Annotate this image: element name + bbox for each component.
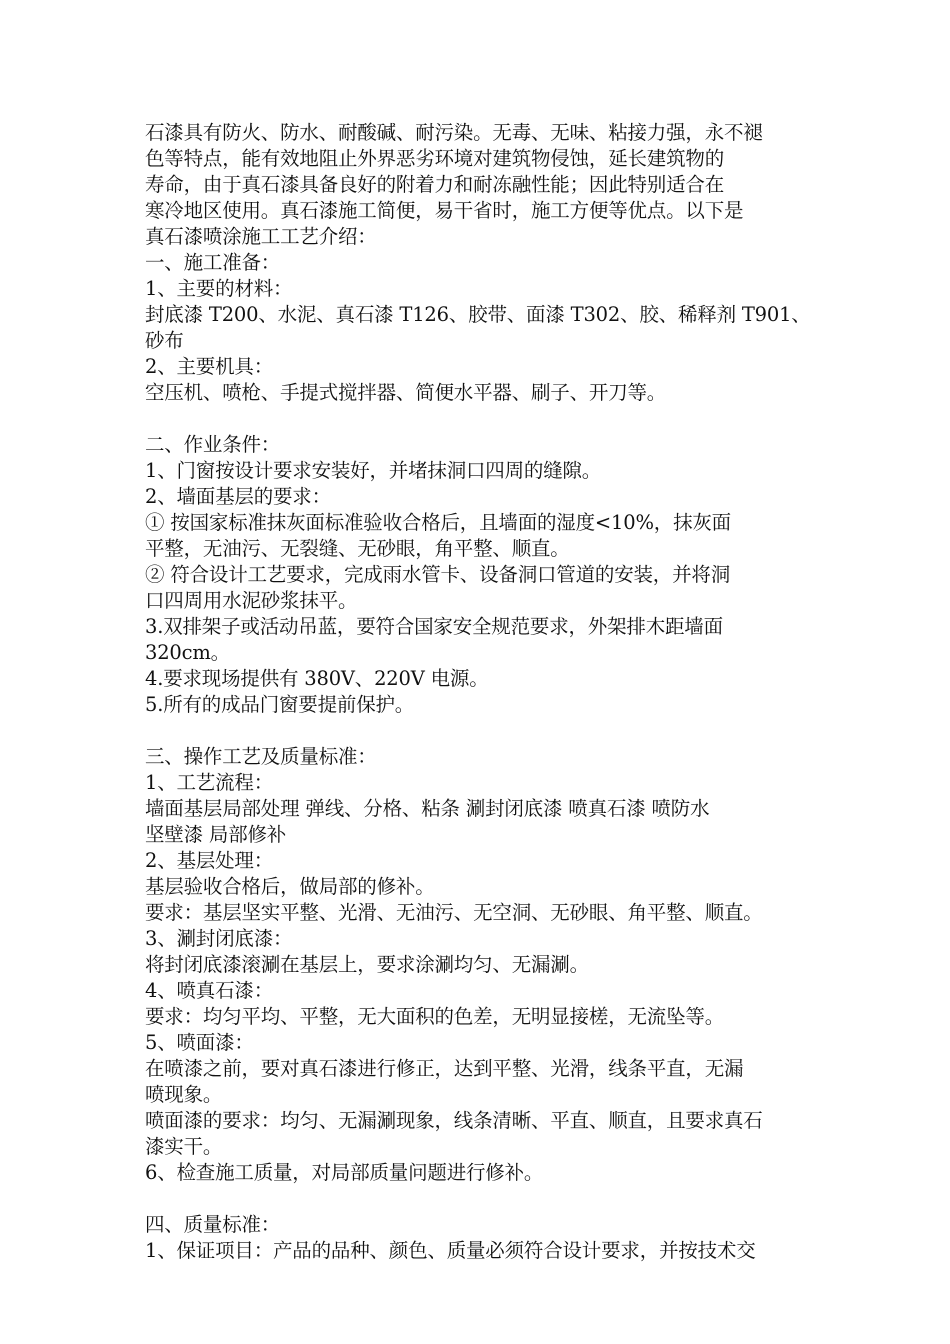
body-line: 墙面基层局部处理 弹线、分格、粘条 涮封闭底漆 喷真石漆 喷防水 bbox=[145, 797, 710, 820]
body-line: 寒冷地区使用。真石漆施工简便，易干省时，施工方便等优点。以下是 bbox=[145, 199, 744, 222]
body-line: 空压机、喷枪、手提式搅拌器、简便水平器、刷子、开刀等。 bbox=[145, 381, 667, 404]
subheading-inspection: 6、检查施工质量，对局部质量问题进行修补。 bbox=[145, 1161, 544, 1184]
body-line: 平整，无油污、无裂缝、无砂眼，角平整、顺直。 bbox=[145, 537, 570, 560]
body-line: 喷面漆的要求：均匀、无漏涮现象，线条清晰、平直、顺直，且要求真石 bbox=[145, 1109, 763, 1132]
body-line: 寿命，由于真石漆具备良好的附着力和耐冻融性能；因此特别适合在 bbox=[145, 173, 725, 196]
body-line: 坚壁漆 局部修补 bbox=[145, 823, 287, 846]
body-line: 漆实干。 bbox=[145, 1135, 223, 1158]
subheading-stone-paint: 4、喷真石漆： bbox=[145, 979, 274, 1002]
subheading-topcoat: 5、喷面漆： bbox=[145, 1031, 254, 1054]
section-heading-3: 三、操作工艺及质量标准： bbox=[145, 745, 377, 768]
section-heading-2: 二、作业条件： bbox=[145, 433, 281, 456]
body-line: 石漆具有防火、防水、耐酸碱、耐污染。无毒、无味、粘接力强，永不褪 bbox=[145, 121, 763, 144]
body-line: 色等特点，能有效地阻止外界恶劣环境对建筑物侵蚀，延长建筑物的 bbox=[145, 147, 725, 170]
subheading-base-treatment: 2、基层处理： bbox=[145, 849, 274, 872]
body-line: ② 符合设计工艺要求，完成雨水管卡、设备洞口管道的安装，并将洞 bbox=[145, 563, 730, 586]
section-heading-1: 一、施工准备： bbox=[145, 251, 281, 274]
body-line: 口四周用水泥砂浆抹平。 bbox=[145, 589, 358, 612]
body-line: 真石漆喷涂施工工艺介绍： bbox=[145, 225, 377, 248]
blank-line bbox=[145, 718, 815, 744]
body-line: 320cm。 bbox=[145, 641, 230, 664]
body-line: 砂布 bbox=[145, 329, 184, 352]
subheading-wall-base: 2、墙面基层的要求： bbox=[145, 485, 331, 508]
body-line: 3.双排架子或活动吊蓝，要符合国家安全规范要求，外架排木距墙面 bbox=[145, 615, 723, 638]
body-line: 封底漆 T200、水泥、真石漆 T126、胶带、面漆 T302、胶、稀释剂 T901、 bbox=[145, 303, 811, 326]
body-line: 4.要求现场提供有 380V、220V 电源。 bbox=[145, 667, 489, 690]
document-body bbox=[145, 120, 815, 1264]
body-line: 要求：均匀平均、平整，无大面积的色差，无明显接槎，无流坠等。 bbox=[145, 1005, 725, 1028]
body-line: 1、门窗按设计要求安装好，并堵抹洞口四周的缝隙。 bbox=[145, 459, 602, 482]
body-line: 要求：基层坚实平整、光滑、无油污、无空洞、无砂眼、角平整、顺直。 bbox=[145, 901, 763, 924]
subheading-primer: 3、涮封闭底漆： bbox=[145, 927, 293, 950]
section-heading-4: 四、质量标准： bbox=[145, 1213, 281, 1236]
body-line: 5.所有的成品门窗要提前保护。 bbox=[145, 693, 415, 716]
subheading-process-flow: 1、工艺流程： bbox=[145, 771, 274, 794]
body-line: 喷现象。 bbox=[145, 1083, 223, 1106]
subheading-materials: 1、主要的材料： bbox=[145, 277, 293, 300]
subheading-tools: 2、主要机具： bbox=[145, 355, 274, 378]
body-line: 1、保证项目：产品的品种、颜色、质量必须符合设计要求，并按技术交 bbox=[145, 1239, 756, 1262]
body-line: ① 按国家标准抹灰面标准验收合格后，且墙面的湿度<10%，抹灰面 bbox=[145, 511, 731, 534]
blank-line bbox=[145, 1186, 815, 1212]
blank-line bbox=[145, 406, 815, 432]
body-line: 基层验收合格后，做局部的修补。 bbox=[145, 875, 435, 898]
body-line: 在喷漆之前，要对真石漆进行修正，达到平整、光滑，线条平直，无漏 bbox=[145, 1057, 744, 1080]
body-line: 将封闭底漆滚涮在基层上，要求涂涮均匀、无漏涮。 bbox=[145, 953, 589, 976]
